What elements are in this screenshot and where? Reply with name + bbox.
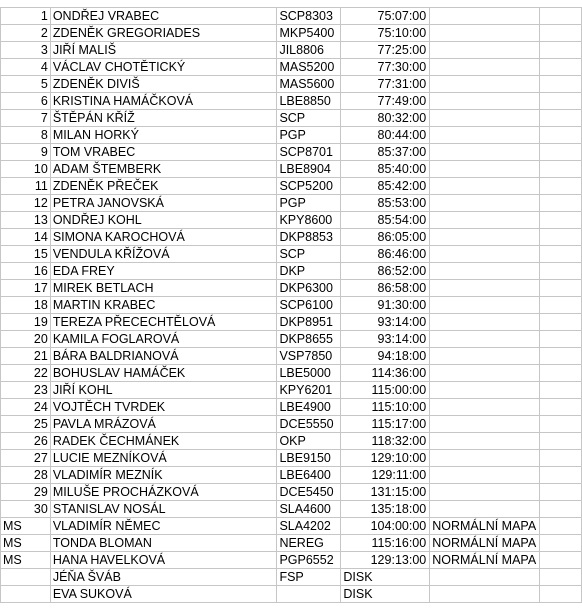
table-row <box>1 382 582 399</box>
table-row <box>1 8 582 25</box>
empty-cell[interactable] <box>540 127 582 144</box>
time-cell[interactable]: 75:10:00 <box>341 25 430 42</box>
rank-cell[interactable]: 2 <box>1 25 51 42</box>
note-cell[interactable] <box>430 569 540 586</box>
note-cell[interactable] <box>430 246 540 263</box>
empty-cell[interactable] <box>540 399 582 416</box>
time-cell[interactable]: 104:00:00 <box>341 518 430 535</box>
empty-cell[interactable] <box>540 229 582 246</box>
club-cell[interactable]: MAS5200 <box>277 59 341 76</box>
club-cell[interactable]: DKP <box>277 263 341 280</box>
empty-cell[interactable] <box>540 569 582 586</box>
empty-cell[interactable] <box>540 518 582 535</box>
club-cell[interactable]: DKP8951 <box>277 314 341 331</box>
note-cell[interactable] <box>430 212 540 229</box>
time-cell[interactable]: 115:10:00 <box>341 399 430 416</box>
name-cell[interactable]: ONDŘEJ KOHL <box>50 212 277 229</box>
time-cell[interactable]: 135:18:00 <box>341 501 430 518</box>
name-cell[interactable]: ONDŘEJ VRABEC <box>50 8 277 25</box>
club-cell[interactable]: DCE5550 <box>277 416 341 433</box>
time-cell[interactable]: 129:11:00 <box>341 467 430 484</box>
time-cell[interactable]: 85:54:00 <box>341 212 430 229</box>
name-cell[interactable]: PETRA JANOVSKÁ <box>50 195 277 212</box>
club-cell[interactable]: LBE6400 <box>277 467 341 484</box>
name-cell[interactable]: BOHUSLAV HAMÁČEK <box>50 365 277 382</box>
rank-cell[interactable]: 17 <box>1 280 51 297</box>
club-cell[interactable]: FSP <box>277 569 341 586</box>
time-cell[interactable]: 77:49:00 <box>341 93 430 110</box>
table-row <box>1 280 582 297</box>
empty-cell[interactable] <box>540 195 582 212</box>
time-cell[interactable]: 77:25:00 <box>341 42 430 59</box>
name-cell[interactable]: TONDA BLOMAN <box>50 535 277 552</box>
rank-cell[interactable]: 22 <box>1 365 51 382</box>
name-cell[interactable]: ZDENĚK DIVIŠ <box>50 76 277 93</box>
rank-cell[interactable]: 26 <box>1 433 51 450</box>
rank-cell[interactable] <box>1 586 51 603</box>
note-cell[interactable] <box>430 382 540 399</box>
name-cell[interactable]: MARTIN KRABEC <box>50 297 277 314</box>
note-cell[interactable] <box>430 399 540 416</box>
club-cell[interactable]: PGP6552 <box>277 552 341 569</box>
club-cell[interactable]: DCE5450 <box>277 484 341 501</box>
table-row <box>1 569 582 586</box>
empty-cell[interactable] <box>540 212 582 229</box>
name-cell[interactable]: LUCIE MEZNÍKOVÁ <box>50 450 277 467</box>
time-cell[interactable]: 93:14:00 <box>341 331 430 348</box>
name-cell[interactable]: ŠTĚPÁN KŘÍŽ <box>50 110 277 127</box>
name-cell[interactable]: EVA SUKOVÁ <box>50 586 277 603</box>
table-row <box>1 263 582 280</box>
rank-cell[interactable]: 14 <box>1 229 51 246</box>
rank-cell[interactable]: 5 <box>1 76 51 93</box>
club-cell[interactable]: DKP8853 <box>277 229 341 246</box>
name-cell[interactable]: SIMONA KAROCHOVÁ <box>50 229 277 246</box>
rank-cell[interactable]: 1 <box>1 8 51 25</box>
empty-cell[interactable] <box>540 484 582 501</box>
note-cell[interactable] <box>430 144 540 161</box>
rank-cell[interactable]: 19 <box>1 314 51 331</box>
table-row <box>1 59 582 76</box>
time-cell[interactable]: 77:31:00 <box>341 76 430 93</box>
rank-cell[interactable]: MS <box>1 518 51 535</box>
table-row <box>1 25 582 42</box>
time-cell[interactable]: 86:52:00 <box>341 263 430 280</box>
club-cell[interactable] <box>277 586 341 603</box>
table-row <box>1 76 582 93</box>
table-row <box>1 518 582 535</box>
table-row <box>1 586 582 603</box>
name-cell[interactable]: VENDULA KŘÍŽOVÁ <box>50 246 277 263</box>
club-cell[interactable]: SCP6100 <box>277 297 341 314</box>
note-cell[interactable] <box>430 229 540 246</box>
empty-cell[interactable] <box>540 263 582 280</box>
rank-cell[interactable]: MS <box>1 552 51 569</box>
note-cell[interactable] <box>430 178 540 195</box>
time-cell[interactable]: 86:05:00 <box>341 229 430 246</box>
name-cell[interactable]: VLADIMÍR MEZNÍK <box>50 467 277 484</box>
club-cell[interactable]: DKP8655 <box>277 331 341 348</box>
rank-cell[interactable]: 3 <box>1 42 51 59</box>
empty-cell[interactable] <box>540 161 582 178</box>
rank-cell[interactable]: MS <box>1 535 51 552</box>
note-cell[interactable] <box>430 8 540 25</box>
name-cell[interactable]: MILUŠE PROCHÁZKOVÁ <box>50 484 277 501</box>
note-cell[interactable] <box>430 365 540 382</box>
name-cell[interactable]: STANISLAV NOSÁL <box>50 501 277 518</box>
club-cell[interactable]: MKP5400 <box>277 25 341 42</box>
empty-cell[interactable] <box>540 144 582 161</box>
rank-cell[interactable]: 4 <box>1 59 51 76</box>
club-cell[interactable]: JIL8806 <box>277 42 341 59</box>
note-cell[interactable] <box>430 314 540 331</box>
empty-cell[interactable] <box>540 552 582 569</box>
empty-cell[interactable] <box>540 297 582 314</box>
empty-cell[interactable] <box>540 450 582 467</box>
note-cell[interactable]: NORMÁLNÍ MAPA <box>430 552 540 569</box>
name-cell[interactable]: ZDENĚK PŘEČEK <box>50 178 277 195</box>
time-cell[interactable]: 86:46:00 <box>341 246 430 263</box>
table-row <box>1 93 582 110</box>
note-cell[interactable] <box>430 110 540 127</box>
name-cell[interactable]: JÉŇA ŠVÁB <box>50 569 277 586</box>
name-cell[interactable]: ADAM ŠTEMBERK <box>50 161 277 178</box>
table-row <box>1 314 582 331</box>
time-cell[interactable]: 115:00:00 <box>341 382 430 399</box>
note-cell[interactable] <box>430 280 540 297</box>
time-cell[interactable]: 77:30:00 <box>341 59 430 76</box>
rank-cell[interactable]: 13 <box>1 212 51 229</box>
note-cell[interactable] <box>430 42 540 59</box>
note-cell[interactable] <box>430 195 540 212</box>
note-cell[interactable] <box>430 586 540 603</box>
time-cell[interactable]: 94:18:00 <box>341 348 430 365</box>
club-cell[interactable]: LBE9150 <box>277 450 341 467</box>
name-cell[interactable]: MILAN HORKÝ <box>50 127 277 144</box>
note-cell[interactable] <box>430 127 540 144</box>
table-row <box>1 297 582 314</box>
rank-cell[interactable]: 9 <box>1 144 51 161</box>
club-cell[interactable]: KPY6201 <box>277 382 341 399</box>
empty-cell[interactable] <box>540 110 582 127</box>
time-cell[interactable]: 85:42:00 <box>341 178 430 195</box>
rank-cell[interactable]: 24 <box>1 399 51 416</box>
rank-cell[interactable]: 25 <box>1 416 51 433</box>
time-cell[interactable]: 85:40:00 <box>341 161 430 178</box>
name-cell[interactable]: JIŘÍ KOHL <box>50 382 277 399</box>
rank-cell[interactable]: 6 <box>1 93 51 110</box>
empty-cell[interactable] <box>540 586 582 603</box>
time-cell[interactable]: DISK <box>341 586 430 603</box>
table-row <box>1 467 582 484</box>
note-cell[interactable] <box>430 93 540 110</box>
name-cell[interactable]: EDA FREY <box>50 263 277 280</box>
empty-cell[interactable] <box>540 433 582 450</box>
club-cell[interactable]: MAS5600 <box>277 76 341 93</box>
empty-cell[interactable] <box>540 382 582 399</box>
rank-cell[interactable]: 8 <box>1 127 51 144</box>
rank-cell[interactable]: 15 <box>1 246 51 263</box>
table-row <box>1 229 582 246</box>
note-cell[interactable] <box>430 433 540 450</box>
table-row <box>1 416 582 433</box>
club-cell[interactable]: OKP <box>277 433 341 450</box>
table-row <box>1 399 582 416</box>
table-row <box>1 161 582 178</box>
club-cell[interactable]: PGP <box>277 195 341 212</box>
name-cell[interactable]: MIREK BETLACH <box>50 280 277 297</box>
table-row <box>1 450 582 467</box>
time-cell[interactable]: 86:58:00 <box>341 280 430 297</box>
note-cell[interactable] <box>430 348 540 365</box>
note-cell[interactable] <box>430 484 540 501</box>
time-cell[interactable]: 91:30:00 <box>341 297 430 314</box>
time-cell[interactable]: 80:32:00 <box>341 110 430 127</box>
name-cell[interactable]: VLADIMÍR NĚMEC <box>50 518 277 535</box>
note-cell[interactable] <box>430 161 540 178</box>
club-cell[interactable]: SCP5200 <box>277 178 341 195</box>
rank-cell[interactable]: 12 <box>1 195 51 212</box>
empty-cell[interactable] <box>540 314 582 331</box>
club-cell[interactable]: KPY8600 <box>277 212 341 229</box>
empty-cell[interactable] <box>540 365 582 382</box>
empty-cell[interactable] <box>540 76 582 93</box>
club-cell[interactable]: PGP <box>277 127 341 144</box>
table-row <box>1 348 582 365</box>
note-cell[interactable] <box>430 331 540 348</box>
note-cell[interactable] <box>430 263 540 280</box>
time-cell[interactable]: 131:15:00 <box>341 484 430 501</box>
table-row <box>1 484 582 501</box>
table-row <box>1 127 582 144</box>
table-row <box>1 178 582 195</box>
club-cell[interactable]: SCP8701 <box>277 144 341 161</box>
time-cell[interactable]: 80:44:00 <box>341 127 430 144</box>
club-cell[interactable]: LBE5000 <box>277 365 341 382</box>
table-row <box>1 552 582 569</box>
empty-cell[interactable] <box>540 501 582 518</box>
table-row <box>1 433 582 450</box>
empty-cell[interactable] <box>540 280 582 297</box>
name-cell[interactable]: PAVLA MRÁZOVÁ <box>50 416 277 433</box>
note-cell[interactable] <box>430 450 540 467</box>
club-cell[interactable]: SCP <box>277 246 341 263</box>
rank-cell[interactable] <box>1 569 51 586</box>
table-row <box>1 110 582 127</box>
club-cell[interactable]: NEREG <box>277 535 341 552</box>
rank-cell[interactable]: 27 <box>1 450 51 467</box>
rank-cell[interactable]: 29 <box>1 484 51 501</box>
club-cell[interactable]: SCP8303 <box>277 8 341 25</box>
time-cell[interactable]: DISK <box>341 569 430 586</box>
name-cell[interactable]: BÁRA BALDRIANOVÁ <box>50 348 277 365</box>
empty-cell[interactable] <box>540 416 582 433</box>
table-row <box>1 535 582 552</box>
club-cell[interactable]: LBE4900 <box>277 399 341 416</box>
empty-cell[interactable] <box>540 8 582 25</box>
note-cell[interactable] <box>430 297 540 314</box>
name-cell[interactable]: KRISTINA HAMÁČKOVÁ <box>50 93 277 110</box>
name-cell[interactable]: VOJTĚCH TVRDEK <box>50 399 277 416</box>
note-cell[interactable] <box>430 59 540 76</box>
table-row <box>1 42 582 59</box>
time-cell[interactable]: 115:17:00 <box>341 416 430 433</box>
name-cell[interactable]: TEREZA PŘECECHTĚLOVÁ <box>50 314 277 331</box>
empty-cell[interactable] <box>540 93 582 110</box>
empty-cell[interactable] <box>540 25 582 42</box>
time-cell[interactable]: 85:37:00 <box>341 144 430 161</box>
rank-cell[interactable]: 16 <box>1 263 51 280</box>
results-spreadsheet <box>0 7 582 603</box>
note-cell[interactable]: NORMÁLNÍ MAPA <box>430 518 540 535</box>
time-cell[interactable]: 93:14:00 <box>341 314 430 331</box>
note-cell[interactable] <box>430 501 540 518</box>
note-cell[interactable] <box>430 25 540 42</box>
note-cell[interactable] <box>430 76 540 93</box>
table-row <box>1 331 582 348</box>
rank-cell[interactable]: 18 <box>1 297 51 314</box>
name-cell[interactable]: KAMILA FOGLAROVÁ <box>50 331 277 348</box>
name-cell[interactable]: ZDENĚK GREGORIADES <box>50 25 277 42</box>
table-row <box>1 246 582 263</box>
rank-cell[interactable]: 10 <box>1 161 51 178</box>
rank-cell[interactable]: 28 <box>1 467 51 484</box>
name-cell[interactable]: RADEK ČECHMÁNEK <box>50 433 277 450</box>
table-row <box>1 365 582 382</box>
name-cell[interactable]: VÁCLAV CHOTĚTICKÝ <box>50 59 277 76</box>
name-cell[interactable]: HANA HAVELKOVÁ <box>50 552 277 569</box>
time-cell[interactable]: 75:07:00 <box>341 8 430 25</box>
empty-cell[interactable] <box>540 42 582 59</box>
empty-cell[interactable] <box>540 467 582 484</box>
time-cell[interactable]: 85:53:00 <box>341 195 430 212</box>
table-row <box>1 144 582 161</box>
empty-cell[interactable] <box>540 246 582 263</box>
time-cell[interactable]: 118:32:00 <box>341 433 430 450</box>
empty-cell[interactable] <box>540 59 582 76</box>
rank-cell[interactable]: 21 <box>1 348 51 365</box>
empty-cell[interactable] <box>540 348 582 365</box>
rank-cell[interactable]: 20 <box>1 331 51 348</box>
club-cell[interactable]: VSP7850 <box>277 348 341 365</box>
empty-cell[interactable] <box>540 535 582 552</box>
time-cell[interactable]: 115:16:00 <box>341 535 430 552</box>
rank-cell[interactable]: 23 <box>1 382 51 399</box>
club-cell[interactable]: LBE8904 <box>277 161 341 178</box>
note-cell[interactable] <box>430 467 540 484</box>
rank-cell[interactable]: 11 <box>1 178 51 195</box>
club-cell[interactable]: SCP <box>277 110 341 127</box>
time-cell[interactable]: 114:36:00 <box>341 365 430 382</box>
club-cell[interactable]: SLA4600 <box>277 501 341 518</box>
name-cell[interactable]: JIŘÍ MALIŠ <box>50 42 277 59</box>
table-row <box>1 195 582 212</box>
rank-cell[interactable]: 30 <box>1 501 51 518</box>
club-cell[interactable]: SLA4202 <box>277 518 341 535</box>
table-row <box>1 501 582 518</box>
club-cell[interactable]: DKP6300 <box>277 280 341 297</box>
table-row <box>1 212 582 229</box>
rank-cell[interactable]: 7 <box>1 110 51 127</box>
empty-cell[interactable] <box>540 331 582 348</box>
time-cell[interactable]: 129:13:00 <box>341 552 430 569</box>
note-cell[interactable]: NORMÁLNÍ MAPA <box>430 535 540 552</box>
club-cell[interactable]: LBE8850 <box>277 93 341 110</box>
time-cell[interactable]: 129:10:00 <box>341 450 430 467</box>
empty-cell[interactable] <box>540 178 582 195</box>
name-cell[interactable]: TOM VRABEC <box>50 144 277 161</box>
note-cell[interactable] <box>430 416 540 433</box>
results-table-body <box>1 8 582 603</box>
